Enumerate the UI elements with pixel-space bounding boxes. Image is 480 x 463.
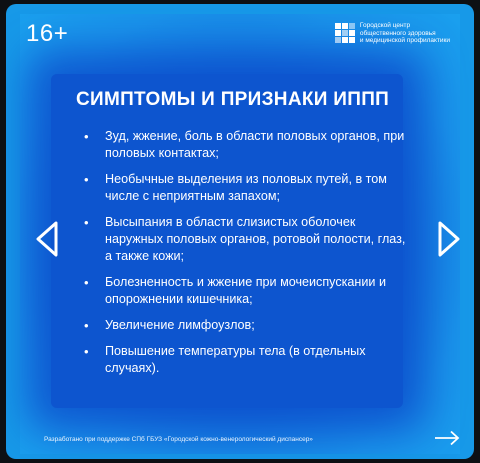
list-item	[84, 171, 414, 205]
list-item	[84, 128, 414, 162]
bullet-icon: •	[84, 215, 89, 230]
chevron-left-icon[interactable]	[36, 221, 58, 257]
list-item-text: Зуд, жжение, боль в области половых органов, при половых контактах;	[105, 129, 405, 160]
org-line-3: и медицинской профилактики	[359, 37, 450, 44]
list-item	[84, 317, 414, 334]
bullet-icon: •	[84, 318, 89, 333]
list-item-text: Высыпания в области слизистых оболочек наружных половых органов, ротовой полости, глаз, а также кожи;	[105, 215, 406, 263]
arrow-right-icon[interactable]	[434, 430, 460, 446]
org-line-2: общественного здоровья	[359, 29, 436, 37]
chevron-right-icon[interactable]	[438, 221, 460, 257]
list-item-text: Необычные выделения из половых путей, в том числе с неприятным запахом;	[105, 172, 387, 203]
list-item	[84, 214, 414, 265]
bullet-icon: •	[84, 172, 89, 187]
slide-title: СИМПТОМЫ И ПРИЗНАКИ ИППП	[76, 89, 390, 110]
list-item-text: Увеличение лимфоузлов;	[105, 318, 255, 332]
slide-frame	[6, 4, 474, 459]
org-line-1: Городской центр	[359, 22, 411, 29]
organization-logo	[335, 22, 450, 45]
list-item-text: Повышение температуры тела (в отдельных случаях).	[105, 344, 366, 375]
list-item	[84, 274, 414, 308]
bullet-icon: •	[84, 275, 89, 290]
organization-name	[360, 22, 450, 45]
symptoms-list	[84, 128, 414, 386]
grid-logo-icon	[335, 23, 355, 43]
list-item	[84, 343, 414, 377]
bullet-icon: •	[84, 129, 89, 144]
footer-credit: Разработано при поддержке СПб ГБУЗ «Городской кожно-венерологический диспансер»	[44, 436, 313, 443]
age-rating-badge: 16+	[26, 20, 69, 47]
bullet-icon: •	[84, 344, 89, 359]
list-item-text: Болезненность и жжение при мочеиспускании и опорожнении кишечника;	[105, 275, 386, 306]
